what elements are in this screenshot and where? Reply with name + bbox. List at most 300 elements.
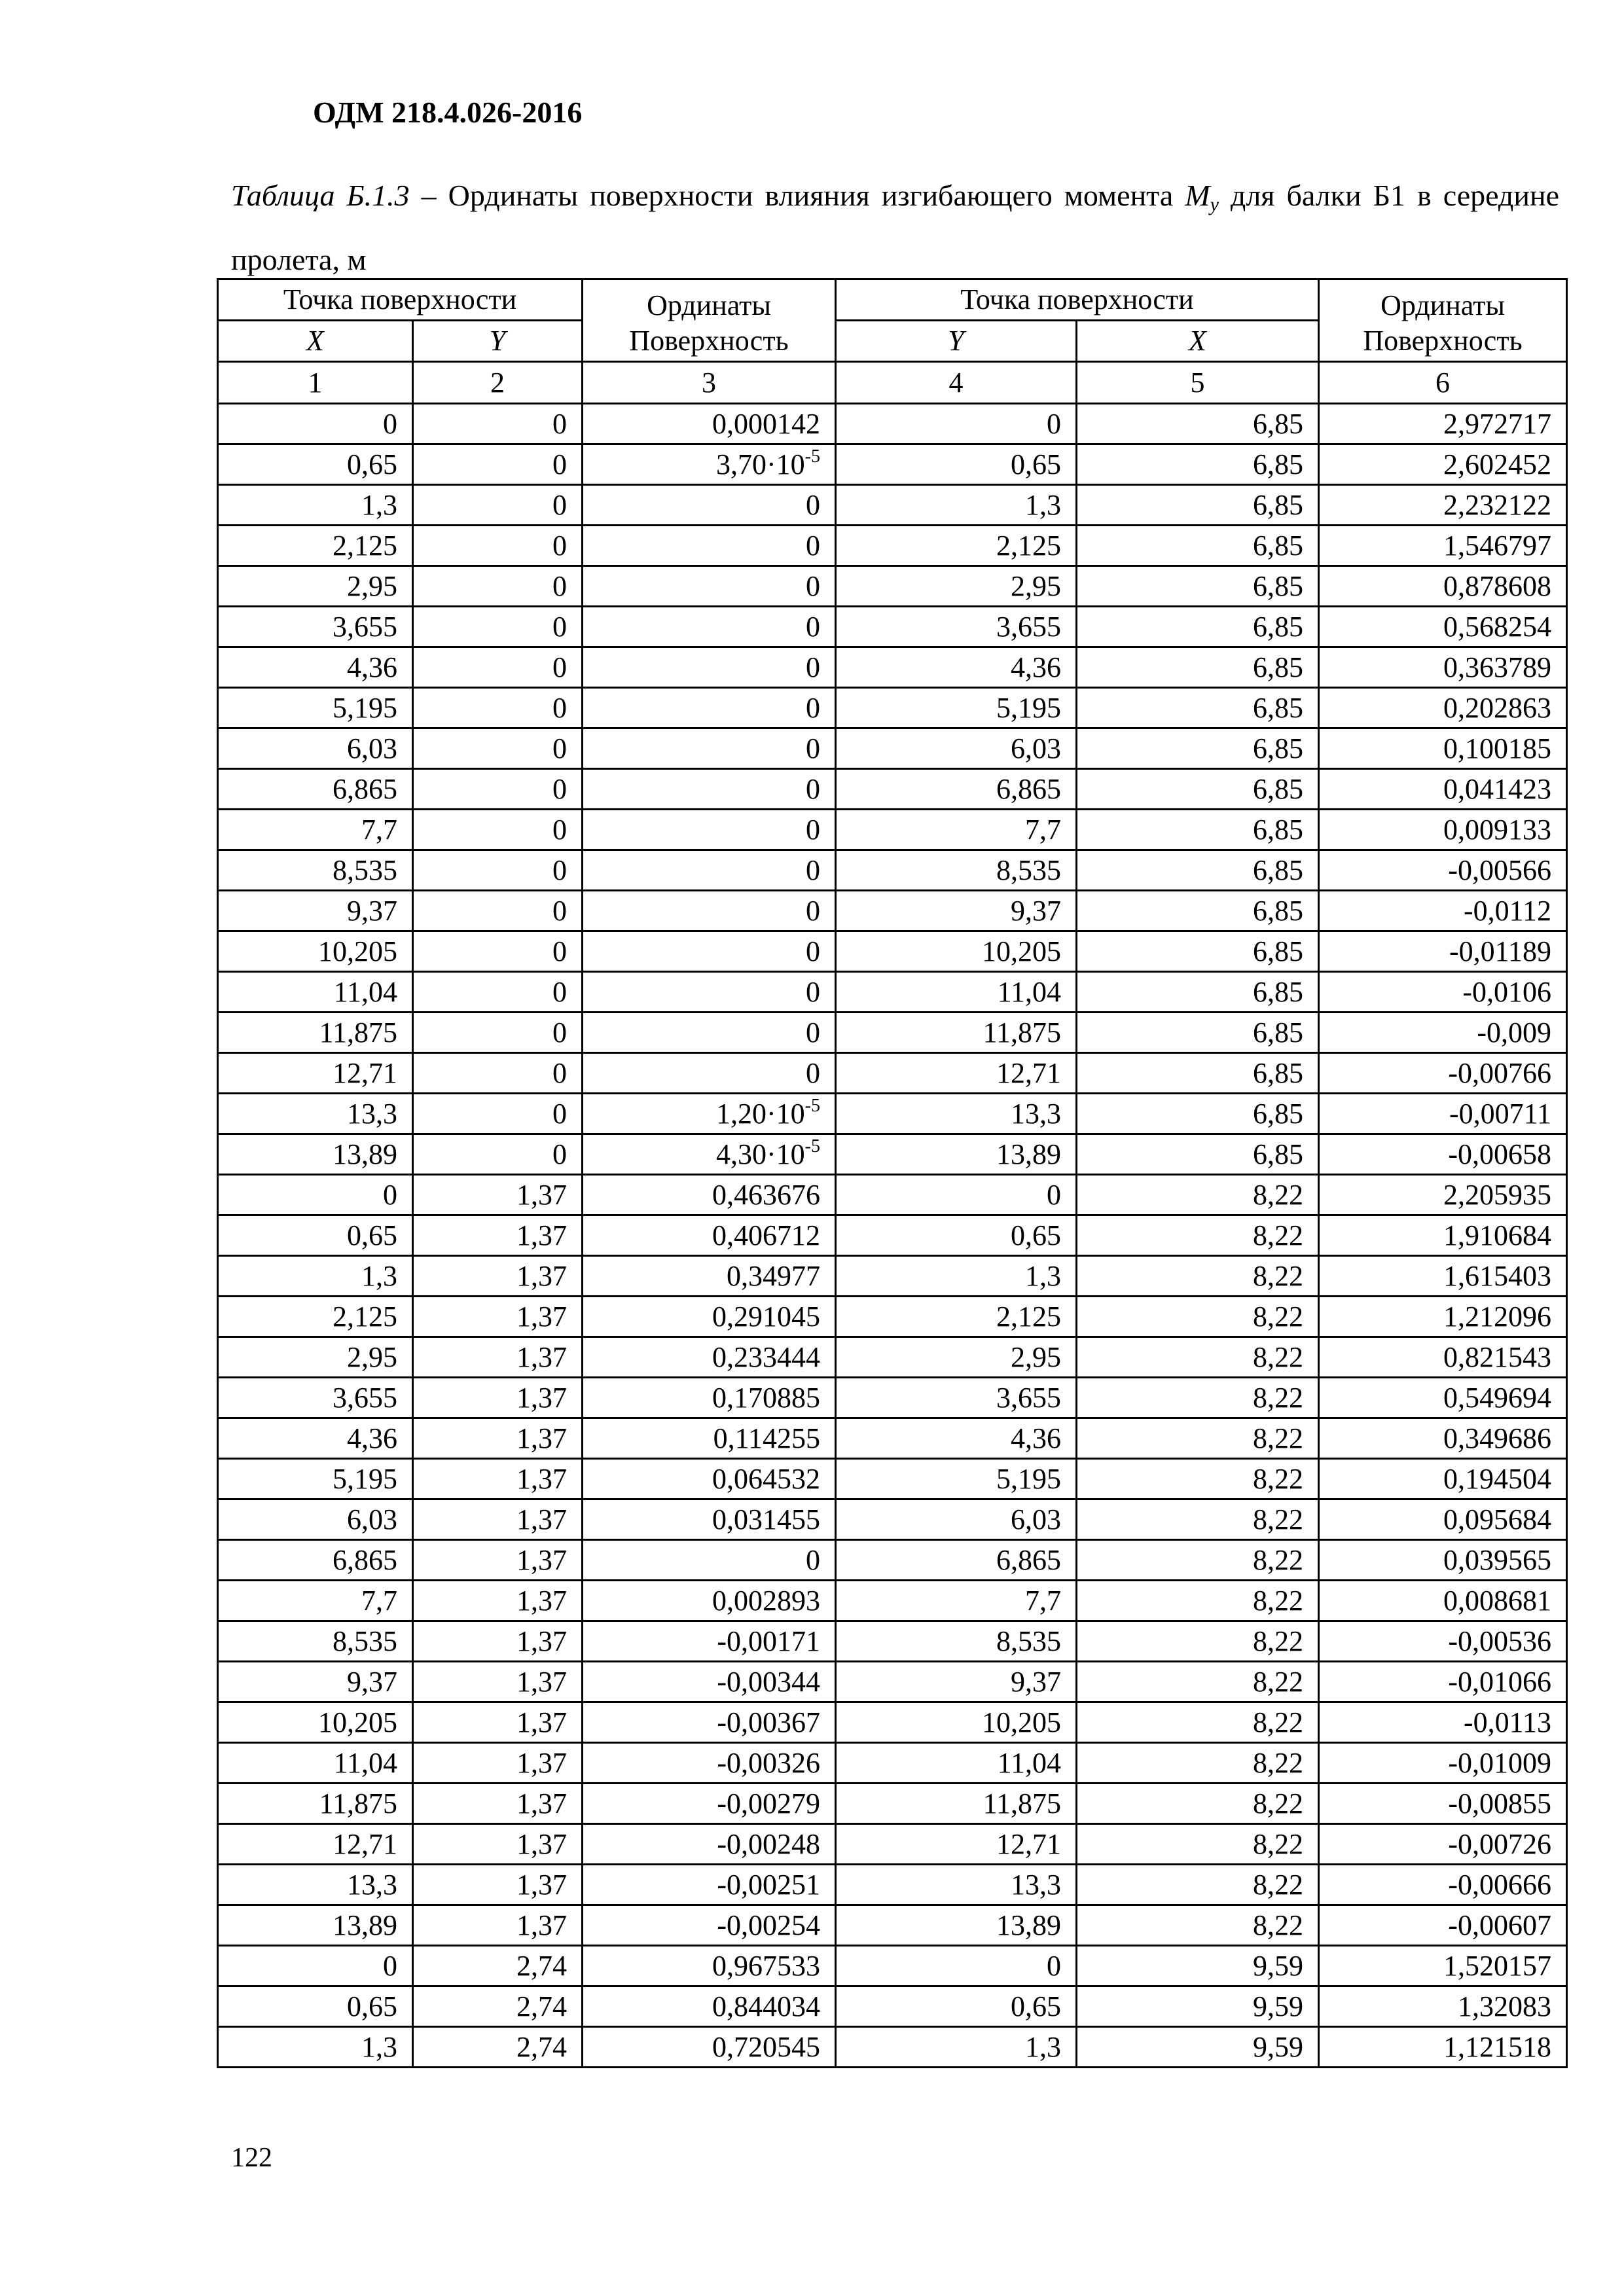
table-cell: $1,20\cdot 10^{-5}$	[583, 1094, 836, 1134]
table-cell: 8,22	[1077, 1297, 1319, 1337]
exponent: -5	[804, 1136, 820, 1157]
table-cell: 7,7	[218, 810, 413, 850]
table-cell: 0	[413, 404, 583, 444]
table-cell: -0,00658	[1319, 1134, 1567, 1175]
table-row	[218, 607, 1567, 647]
table-cell: 1,3	[218, 2027, 413, 2068]
table-cell: 0	[413, 728, 583, 769]
table-cell: 6,865	[836, 1540, 1077, 1581]
table-row	[218, 1378, 1567, 1418]
table-cell: 0,009133	[1319, 810, 1567, 850]
table-cell: 5,195	[836, 688, 1077, 728]
table-cell: -0,00666	[1319, 1865, 1567, 1905]
table-cell: 13,3	[218, 1865, 413, 1905]
table-cell: 13,3	[836, 1094, 1077, 1134]
table-cell: 0,65	[836, 1986, 1077, 2027]
table-cell: 0	[413, 1134, 583, 1175]
table-cell: 9,37	[836, 1662, 1077, 1702]
table-cell: 0	[836, 1175, 1077, 1215]
table-cell: 1,37	[413, 1743, 583, 1784]
page-number: 122	[231, 2143, 272, 2173]
table-caption	[231, 164, 1559, 292]
table-row	[218, 485, 1567, 526]
table-header	[218, 279, 1567, 404]
table-cell: 1,37	[413, 1784, 583, 1824]
table-row	[218, 1824, 1567, 1865]
table-cell: 0	[413, 485, 583, 526]
table-cell: 7,7	[836, 810, 1077, 850]
table-cell: 0,65	[218, 1215, 413, 1256]
table-cell: 0	[583, 647, 836, 688]
table-cell: -0,0106	[1319, 972, 1567, 1013]
table-cell: 0	[583, 810, 836, 850]
table-row	[218, 647, 1567, 688]
table-cell: 0,194504	[1319, 1459, 1567, 1499]
table-cell: 6,865	[218, 769, 413, 810]
table-cell: 0,406712	[583, 1215, 836, 1256]
table-cell: 1,3	[836, 485, 1077, 526]
table-cell: 0	[413, 566, 583, 607]
table-row	[218, 1621, 1567, 1662]
table-cell: -0,0113	[1319, 1702, 1567, 1743]
table-cell: 0,878608	[1319, 566, 1567, 607]
table-cell: -0,00711	[1319, 1094, 1567, 1134]
table-cell: 10,205	[218, 1702, 413, 1743]
exponent: -5	[804, 1096, 820, 1116]
table-cell: 0	[413, 972, 583, 1013]
table-cell: 4,36	[218, 647, 413, 688]
table-cell: 6,85	[1077, 769, 1319, 810]
table-cell: 6,85	[1077, 931, 1319, 972]
table-cell: -0,01009	[1319, 1743, 1567, 1784]
table-cell: 8,22	[1077, 1337, 1319, 1378]
table-cell: 0	[413, 1053, 583, 1094]
table-cell: 0	[413, 526, 583, 566]
header-surface-point-right: Точка поверхности	[836, 279, 1319, 321]
table-cell: 0	[218, 404, 413, 444]
col-number: 6	[1319, 362, 1567, 404]
table-cell: 1,37	[413, 1824, 583, 1865]
table-cell: 0,65	[218, 444, 413, 485]
moment-symbol-subscript: y	[1210, 194, 1219, 215]
table-cell: 0	[583, 728, 836, 769]
table-cell: 0,720545	[583, 2027, 836, 2068]
table-cell: 3,655	[836, 607, 1077, 647]
table-cell: 1,37	[413, 1905, 583, 1946]
table-row	[218, 1946, 1567, 1986]
header-ordinates-left-line1: Ординаты	[647, 289, 771, 321]
table-cell: 7,7	[218, 1581, 413, 1621]
table-row	[218, 1784, 1567, 1824]
table-cell: 6,85	[1077, 647, 1319, 688]
table-row	[218, 931, 1567, 972]
table-cell: 0	[583, 1013, 836, 1053]
table-cell: -0,00855	[1319, 1784, 1567, 1824]
table-cell: 6,85	[1077, 891, 1319, 931]
table-cell: 2,205935	[1319, 1175, 1567, 1215]
table-cell: 5,195	[218, 1459, 413, 1499]
table-cell: 1,32083	[1319, 1986, 1567, 2027]
table-cell: 1,121518	[1319, 2027, 1567, 2068]
table-cell: -0,01066	[1319, 1662, 1567, 1702]
table-cell: 6,865	[218, 1540, 413, 1581]
table-cell: 8,22	[1077, 1459, 1319, 1499]
table-row	[218, 891, 1567, 931]
table-row	[218, 1662, 1567, 1702]
table-cell: 0	[583, 1053, 836, 1094]
table-cell: 8,22	[1077, 1865, 1319, 1905]
table-cell: 0,363789	[1319, 647, 1567, 688]
table-cell: 1,37	[413, 1459, 583, 1499]
table-cell: 6,03	[218, 1499, 413, 1540]
header-ordinates-right-line1: Ординаты	[1380, 289, 1505, 321]
caption-text-before: – Ординаты поверхности влияния изгибающего момента	[409, 179, 1185, 212]
table-cell: $4,30\cdot 10^{-5}$	[583, 1134, 836, 1175]
table-cell: 13,89	[836, 1905, 1077, 1946]
table-row	[218, 688, 1567, 728]
document-code: ОДМ 218.4.026-2016	[313, 96, 583, 129]
table-cell: 11,875	[836, 1013, 1077, 1053]
table-cell: 11,04	[218, 972, 413, 1013]
table-cell: 0	[583, 931, 836, 972]
table-row	[218, 566, 1567, 607]
table-cell: 0	[583, 526, 836, 566]
table-cell: 2,972717	[1319, 404, 1567, 444]
table-cell: 2,74	[413, 1946, 583, 1986]
table-cell: 9,37	[218, 1662, 413, 1702]
table-row	[218, 1581, 1567, 1621]
table-cell: 9,37	[218, 891, 413, 931]
table-row	[218, 1986, 1567, 2027]
table-cell: 6,865	[836, 769, 1077, 810]
table-cell: 6,85	[1077, 850, 1319, 891]
table-cell: 11,875	[218, 1013, 413, 1053]
table-cell: 10,205	[836, 1702, 1077, 1743]
table-row	[218, 1743, 1567, 1784]
table-cell: 8,535	[836, 850, 1077, 891]
table-cell: 10,205	[218, 931, 413, 972]
table-row	[218, 810, 1567, 850]
table-cell: 1,3	[836, 1256, 1077, 1297]
table-cell: 2,125	[836, 526, 1077, 566]
table-cell: 13,89	[218, 1134, 413, 1175]
table-cell: 6,85	[1077, 688, 1319, 728]
table-cell: 9,59	[1077, 1946, 1319, 1986]
table-row	[218, 1297, 1567, 1337]
table-cell: $3,70\cdot 10^{-5}$	[583, 444, 836, 485]
table-cell: 0,170885	[583, 1378, 836, 1418]
table-cell: 8,535	[218, 850, 413, 891]
table-cell: 2,125	[218, 1297, 413, 1337]
table-row	[218, 444, 1567, 485]
table-cell: 0	[413, 444, 583, 485]
table-cell: 0,008681	[1319, 1581, 1567, 1621]
col-number: 1	[218, 362, 413, 404]
table-cell: 6,85	[1077, 1053, 1319, 1094]
table-cell: 1,910684	[1319, 1215, 1567, 1256]
table-cell: 0,095684	[1319, 1499, 1567, 1540]
table-cell: 2,125	[218, 526, 413, 566]
table-cell: 0	[413, 607, 583, 647]
table-cell: 0	[583, 566, 836, 607]
table-cell: 13,89	[836, 1134, 1077, 1175]
header-ordinates-left	[583, 279, 836, 362]
table-row	[218, 1540, 1567, 1581]
table-cell: 4,36	[836, 1418, 1077, 1459]
table-cell: 0,821543	[1319, 1337, 1567, 1378]
table-row	[218, 1094, 1567, 1134]
table-cell: 8,22	[1077, 1824, 1319, 1865]
table-cell: 0,031455	[583, 1499, 836, 1540]
table-cell: -0,00536	[1319, 1621, 1567, 1662]
table-cell: 6,85	[1077, 1013, 1319, 1053]
table-cell: 0	[583, 891, 836, 931]
table-cell: 8,22	[1077, 1256, 1319, 1297]
table-cell: 9,59	[1077, 2027, 1319, 2068]
table-cell: -0,009	[1319, 1013, 1567, 1053]
table-cell: 0	[583, 1540, 836, 1581]
table-cell: 1,3	[218, 485, 413, 526]
table-cell: 0	[413, 891, 583, 931]
table-cell: 0	[583, 607, 836, 647]
table-cell: 8,22	[1077, 1621, 1319, 1662]
table-cell: 1,615403	[1319, 1256, 1567, 1297]
table-cell: 0,967533	[583, 1946, 836, 1986]
table-cell: 5,195	[836, 1459, 1077, 1499]
table-cell: 6,03	[836, 1499, 1077, 1540]
table-cell: 1,37	[413, 1540, 583, 1581]
table-cell: -0,00344	[583, 1662, 836, 1702]
table-cell: 2,125	[836, 1297, 1077, 1337]
table-cell: 12,71	[218, 1824, 413, 1865]
table-cell: 7,7	[836, 1581, 1077, 1621]
table-cell: 6,85	[1077, 1094, 1319, 1134]
table-cell: 0,34977	[583, 1256, 836, 1297]
col-number: 2	[413, 362, 583, 404]
header-col-y-left: Y	[413, 321, 583, 362]
table-cell: 1,37	[413, 1662, 583, 1702]
table-cell: 11,04	[836, 972, 1077, 1013]
header-surface-point-left: Точка поверхности	[218, 279, 583, 321]
table-cell: -0,00248	[583, 1824, 836, 1865]
table-cell: 11,875	[836, 1784, 1077, 1824]
table-cell: 0,064532	[583, 1459, 836, 1499]
table-cell: -0,00326	[583, 1743, 836, 1784]
table-cell: 0	[218, 1175, 413, 1215]
table-cell: 0	[583, 688, 836, 728]
table-cell: 1,3	[836, 2027, 1077, 2068]
table-cell: 0	[413, 769, 583, 810]
header-ordinates-right-line2: Поверхность	[1363, 324, 1523, 357]
table-cell: 0	[836, 1946, 1077, 1986]
table-cell: 13,3	[836, 1865, 1077, 1905]
table-row	[218, 1215, 1567, 1256]
table-cell: 8,22	[1077, 1215, 1319, 1256]
col-number: 5	[1077, 362, 1319, 404]
table-row	[218, 1256, 1567, 1297]
table-row	[218, 769, 1567, 810]
table-cell: 12,71	[218, 1053, 413, 1094]
table-cell: 8,22	[1077, 1662, 1319, 1702]
col-number: 3	[583, 362, 836, 404]
table-cell: 8,22	[1077, 1540, 1319, 1581]
table-cell: 13,3	[218, 1094, 413, 1134]
table-row	[218, 1499, 1567, 1540]
table-cell: 4,36	[218, 1418, 413, 1459]
header-ordinates-right	[1319, 279, 1567, 362]
header-col-y-right: Y	[836, 321, 1077, 362]
table-cell: 0	[413, 1013, 583, 1053]
table-row	[218, 1418, 1567, 1459]
exponent: -5	[804, 446, 820, 467]
table-cell: 8,22	[1077, 1702, 1319, 1743]
table-cell: 1,37	[413, 1297, 583, 1337]
table-cell: 6,03	[218, 728, 413, 769]
table-cell: 8,22	[1077, 1581, 1319, 1621]
table-cell: 6,85	[1077, 404, 1319, 444]
table-cell: 1,37	[413, 1621, 583, 1662]
table-cell: -0,00279	[583, 1784, 836, 1824]
header-col-x-left: X	[218, 321, 413, 362]
table-cell: -0,00766	[1319, 1053, 1567, 1094]
table-cell: 0	[583, 485, 836, 526]
table-cell: -0,0112	[1319, 891, 1567, 931]
table-cell: 1,37	[413, 1378, 583, 1418]
table-cell: 2,95	[218, 1337, 413, 1378]
table-cell: 11,04	[836, 1743, 1077, 1784]
table-cell: 2,74	[413, 2027, 583, 2068]
table-cell: 3,655	[218, 1378, 413, 1418]
table-cell: 2,602452	[1319, 444, 1567, 485]
table-cell: 1,3	[218, 1256, 413, 1297]
table-cell: 8,22	[1077, 1784, 1319, 1824]
table-cell: -0,00251	[583, 1865, 836, 1905]
table-cell: 0	[413, 931, 583, 972]
table-cell: 6,85	[1077, 728, 1319, 769]
header-ordinates-left-line2: Поверхность	[629, 324, 789, 357]
table-row	[218, 2027, 1567, 2068]
table-row	[218, 1905, 1567, 1946]
table-cell: 0	[218, 1946, 413, 1986]
table-cell: -0,00726	[1319, 1824, 1567, 1865]
table-cell: 9,37	[836, 891, 1077, 931]
table-row	[218, 1702, 1567, 1743]
table-cell: 0,291045	[583, 1297, 836, 1337]
table-cell: -0,00254	[583, 1905, 836, 1946]
table-row	[218, 1013, 1567, 1053]
table-cell: 1,37	[413, 1865, 583, 1905]
header-col-x-right: X	[1077, 321, 1319, 362]
table-cell: 3,655	[836, 1378, 1077, 1418]
table-cell: 0	[413, 850, 583, 891]
table-cell: 0,568254	[1319, 607, 1567, 647]
table-row	[218, 1053, 1567, 1094]
table-cell: 8,535	[836, 1621, 1077, 1662]
table-cell: 2,95	[218, 566, 413, 607]
table-cell: 0,000142	[583, 404, 836, 444]
table-cell: 0,349686	[1319, 1418, 1567, 1459]
table-row	[218, 1134, 1567, 1175]
table-cell: 1,37	[413, 1499, 583, 1540]
table-cell: 0,233444	[583, 1337, 836, 1378]
table-cell: 12,71	[836, 1053, 1077, 1094]
table-cell: 5,195	[218, 688, 413, 728]
col-number: 4	[836, 362, 1077, 404]
table-cell: 8,22	[1077, 1905, 1319, 1946]
table-cell: 8,22	[1077, 1499, 1319, 1540]
table-cell: 0	[836, 404, 1077, 444]
table-cell: 8,22	[1077, 1175, 1319, 1215]
table-cell: 12,71	[836, 1824, 1077, 1865]
table-cell: 1,37	[413, 1256, 583, 1297]
table-cell: 0,002893	[583, 1581, 836, 1621]
table-cell: 1,212096	[1319, 1297, 1567, 1337]
table-body	[218, 404, 1567, 2068]
table-cell: 11,875	[218, 1784, 413, 1824]
table-cell: 0,041423	[1319, 769, 1567, 810]
ordinates-table	[217, 278, 1568, 2068]
table-row	[218, 1337, 1567, 1378]
table-cell: 0,549694	[1319, 1378, 1567, 1418]
table-cell: 0,65	[836, 444, 1077, 485]
table-row	[218, 404, 1567, 444]
table-cell: 0	[413, 688, 583, 728]
header-row-numbers	[218, 362, 1567, 404]
table-cell: -0,00607	[1319, 1905, 1567, 1946]
table-cell: 2,74	[413, 1986, 583, 2027]
table-cell: 13,89	[218, 1905, 413, 1946]
table-cell: 8,535	[218, 1621, 413, 1662]
table-cell: 0,65	[836, 1215, 1077, 1256]
table-cell: -0,00367	[583, 1702, 836, 1743]
table-cell: 0	[413, 1094, 583, 1134]
table-cell: 1,37	[413, 1175, 583, 1215]
table-cell: 0	[583, 972, 836, 1013]
table-cell: 1,37	[413, 1581, 583, 1621]
table-cell: 9,59	[1077, 1986, 1319, 2027]
table-cell: 6,85	[1077, 444, 1319, 485]
table-cell: 1,37	[413, 1215, 583, 1256]
table-cell: 0,039565	[1319, 1540, 1567, 1581]
table-cell: 6,03	[836, 728, 1077, 769]
table-cell: 6,85	[1077, 607, 1319, 647]
table-cell: 6,85	[1077, 526, 1319, 566]
table-cell: 8,22	[1077, 1418, 1319, 1459]
table-cell: 3,655	[218, 607, 413, 647]
table-cell: 0,100185	[1319, 728, 1567, 769]
table-cell: 8,22	[1077, 1743, 1319, 1784]
table-cell: 8,22	[1077, 1378, 1319, 1418]
table-cell: -0,00171	[583, 1621, 836, 1662]
table-cell: 0	[413, 647, 583, 688]
table-cell: 2,95	[836, 1337, 1077, 1378]
moment-symbol	[1185, 179, 1219, 215]
table-cell: 0,65	[218, 1986, 413, 2027]
table-cell: 1,546797	[1319, 526, 1567, 566]
table-label: Таблица Б.1.3	[231, 179, 410, 212]
table-cell: 6,85	[1077, 566, 1319, 607]
header-row-groups	[218, 279, 1567, 321]
table-cell: -0,01189	[1319, 931, 1567, 972]
table-row	[218, 1865, 1567, 1905]
table-cell: 0	[413, 810, 583, 850]
table-cell: 1,520157	[1319, 1946, 1567, 1986]
table-cell: 1,37	[413, 1702, 583, 1743]
table-row	[218, 850, 1567, 891]
table-row	[218, 972, 1567, 1013]
table-cell: 0,844034	[583, 1986, 836, 2027]
table-cell: 11,04	[218, 1743, 413, 1784]
